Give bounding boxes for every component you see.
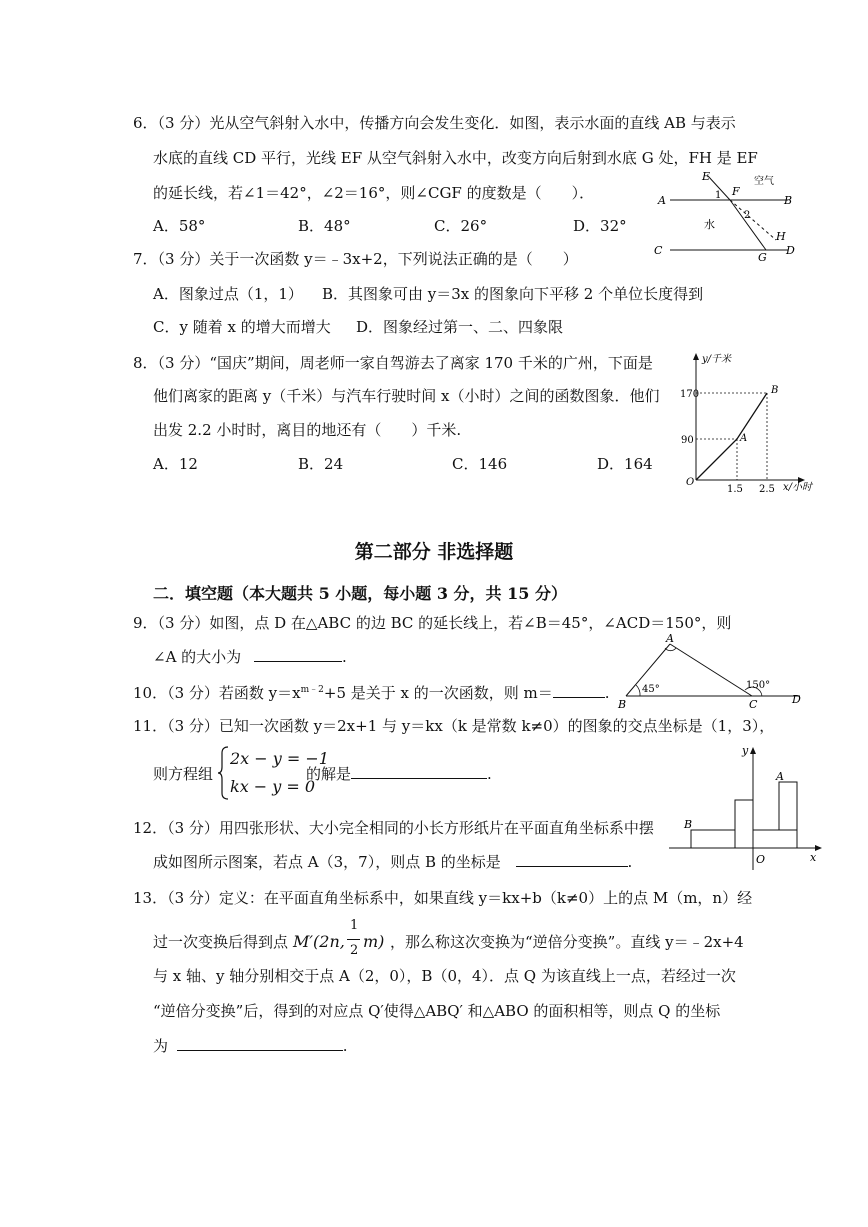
q12-x-axis-label: x: [810, 851, 817, 864]
q6-label-g: G: [758, 251, 767, 263]
section-two-title: 二．填空题（本大题共 5 小题，每小题 3 分，共 15 分）: [153, 584, 567, 603]
q9-figure-triangle: [612, 632, 812, 710]
q6-label-d: D: [786, 244, 795, 257]
q8-y-axis-label: y/千米: [702, 354, 732, 365]
q12-answer-blank[interactable]: [516, 852, 628, 867]
q13-answer-blank[interactable]: [177, 1036, 343, 1051]
q13-fraction-denominator: 2: [350, 943, 359, 958]
q9-label-d: D: [792, 693, 801, 706]
q9-prompt: ∠A 的大小为: [153, 648, 242, 666]
part-two-heading: 第二部分 非选择题: [354, 541, 514, 563]
q9-answer-blank[interactable]: [254, 647, 342, 662]
q13-fraction-numerator: 1: [350, 918, 359, 933]
q6-label-water: 水: [704, 218, 715, 231]
q6-label-air: 空气: [754, 176, 774, 187]
q8-tick-1-5: 1.5: [727, 484, 743, 495]
q8-point-b: B: [771, 385, 779, 396]
q12-y-axis-label: y: [742, 744, 749, 757]
q10-line: [133, 680, 610, 703]
q8-figure-distance-graph: [680, 350, 820, 495]
q6-angle-2: 2: [744, 210, 751, 221]
q11-prefix: 则方程组: [153, 765, 214, 783]
q9-line-2: [153, 647, 347, 667]
q6-label-b: B: [784, 194, 793, 207]
q11-suffix-line: [306, 764, 492, 784]
q8-tick-170: 170: [680, 389, 700, 400]
q6-label-a: A: [658, 194, 666, 207]
q11-suffix: 的解是: [306, 765, 352, 783]
q6-option-d: D．32°: [573, 217, 627, 235]
q8-point-a: A: [740, 433, 748, 444]
q12-origin-label: O: [756, 853, 766, 866]
q11-line-1: 11．（3 分）已知一次函数 y＝2x+1 与 y＝kx（k 是常数 k≠0）的图象的交点坐标是（1，3），: [133, 717, 775, 735]
q9-period: .: [341, 648, 347, 666]
q8-option-b: B．24: [298, 455, 344, 473]
q8-line-1: 8．（3 分）“国庆”期间，周老师一家自驾游去了离家 170 千米的广州，下面是: [133, 354, 653, 372]
q11-answer-blank[interactable]: [351, 764, 487, 779]
q13-line-1: 13．（3 分）定义：在平面直角坐标系中，如果直线 y＝kx+b（k≠0）上的点 M（m，n）经: [133, 889, 753, 907]
q9-label-a: A: [666, 632, 674, 645]
q13-m-prime-tail: m): [363, 932, 385, 951]
q13-m-prime-expression: [293, 918, 397, 964]
q8-option-c: C．146: [452, 455, 508, 473]
q7-line-1: 7．（3 分）关于一次函数 y＝﹣3x+2，下列说法正确的是（ ）: [133, 250, 578, 268]
q8-line-2: 他们离家的距离 y（千米）与汽车行驶时间 x（小时）之间的函数图象．他们: [153, 387, 660, 405]
q12-period: .: [627, 853, 633, 871]
q6-label-h: H: [776, 230, 786, 243]
q13-line-2b: ，那么称这次变换为“逆倍分变换”。直线 y＝﹣2x+4: [390, 933, 744, 951]
q8-tick-90: 90: [681, 435, 694, 446]
q13-line-4: “逆倍分变换”后，得到的对应点 Q′使得△ABQ′ 和△ABO 的面积相等，则点 Q 的坐标: [153, 1002, 721, 1020]
q13-line-5: [153, 1036, 348, 1056]
q12-line-1: 12．（3 分）用四张形状、大小完全相同的小长方形纸片在平面直角坐标系中摆: [133, 819, 654, 837]
q13-line-2a: 过一次变换后得到点: [153, 933, 289, 951]
q6-line-1: 6．（3 分）光从空气斜射入水中，传播方向会发生变化．如图，表示水面的直线 AB 与表示: [133, 114, 736, 132]
q6-line-3: 的延长线，若∠1＝42°，∠2＝16°，则∠CGF 的度数是（ ）．: [153, 184, 595, 202]
q6-label-f: F: [732, 185, 740, 198]
q10-period: .: [604, 684, 610, 702]
q13-line-3: 与 x 轴、y 轴分别相交于点 A（2，0），B（0，4）．点 Q 为该直线上一点，若经过一次: [153, 967, 736, 985]
q9-label-c: C: [749, 698, 758, 710]
q7-option-b: B．其图象可由 y＝3x 的图象向下平移 2 个单位长度得到: [322, 285, 704, 303]
q6-option-a: A．58°: [153, 217, 206, 235]
q8-line-3: 出发 2.2 小时时，离目的地还有（ ）千米.: [153, 421, 462, 439]
q6-option-c: C．26°: [434, 217, 488, 235]
q13-m-prime-head: M′(2n,: [293, 932, 345, 951]
q9-line-1: 9．（3 分）如图，点 D 在△ABC 的边 BC 的延长线上，若∠B＝45°，∠ACD＝150°，则: [133, 614, 732, 632]
q8-option-d: D．164: [597, 455, 653, 473]
q6-label-e: E: [702, 170, 711, 183]
q7-option-d: D．图象经过第一、二、四象限: [356, 318, 564, 336]
q8-tick-2-5: 2.5: [759, 484, 775, 495]
q11-equation-1: 2x − y = −1: [230, 749, 329, 768]
q12-point-b: B: [684, 818, 693, 831]
q9-angle-b: 45°: [642, 684, 660, 695]
q13-prompt: 为: [153, 1037, 169, 1055]
q10-prefix: 10．（3 分）若函数 y＝x: [133, 684, 301, 702]
q12-point-a: A: [776, 770, 784, 783]
q11-brace: [216, 745, 230, 801]
q10-answer-blank[interactable]: [553, 683, 605, 698]
q11-period: .: [487, 765, 492, 783]
q7-option-c: C．y 随着 x 的增大而增大: [153, 318, 331, 336]
q9-label-b: B: [618, 698, 627, 710]
q6-angle-1: 1: [715, 190, 722, 201]
q10-suffix: +5 是关于 x 的一次函数，则 m＝: [323, 684, 553, 702]
q12-prompt: 成如图所示图案，若点 A（3，7），则点 B 的坐标是: [153, 853, 501, 871]
q8-x-axis-label: x/小时: [783, 482, 813, 493]
q8-origin-label: O: [686, 477, 695, 488]
q6-label-c: C: [654, 244, 663, 257]
q12-figure-rectangles: [665, 742, 825, 872]
q10-exponent: m﹣2: [300, 685, 324, 695]
q12-line-2: [153, 852, 632, 872]
q13-period: .: [342, 1037, 348, 1055]
q6-figure-light-refraction: [650, 168, 800, 263]
q9-angle-acd: 150°: [746, 680, 771, 691]
q6-option-b: B．48°: [298, 217, 351, 235]
q6-line-2: 水底的直线 CD 平行，光线 EF 从空气斜射入水中，改变方向后射到水底 G 处，FH 是 EF: [153, 149, 758, 167]
q13-fraction-bar: [347, 939, 360, 940]
q7-option-a: A．图象过点（1，1）: [153, 285, 303, 303]
q8-option-a: A．12: [153, 455, 198, 473]
q11-equation-2: kx − y = 0: [230, 777, 316, 796]
